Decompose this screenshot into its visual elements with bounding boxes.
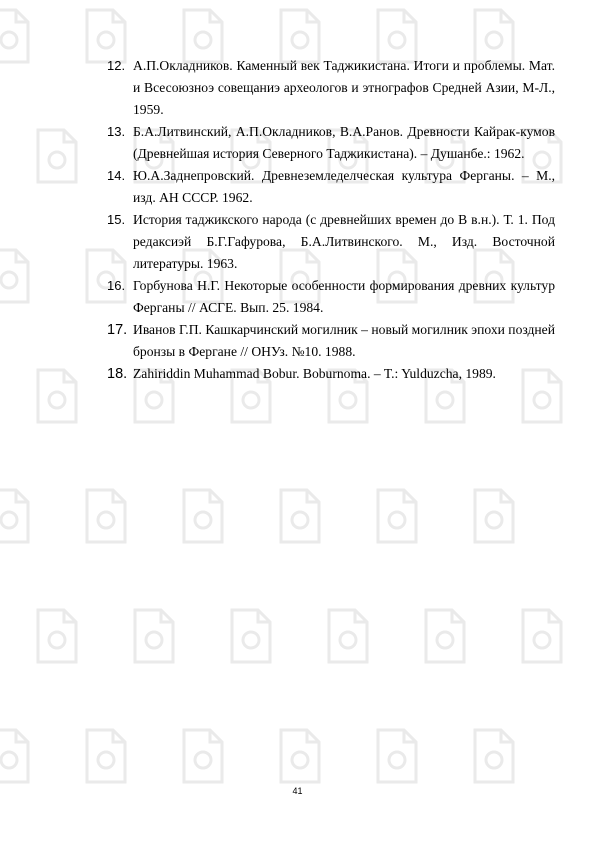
document-watermark-icon [87,490,125,542]
reference-item [107,121,555,165]
reference-text: Иванов Г.П. Кашкарчинский могилник – новый могилник эпохи поздней бронзы в Фергане // ОНУз. №10. 1988. [133,322,555,359]
reference-text: А.П.Окладников. Каменный век Таджикистана. Итоги и проблемы. Мат. и Всесоюзноэ совещаниэ археологов и этнографов Средней Азии, М-Л., 1959. [133,58,555,117]
reference-item [107,275,555,319]
reference-number: 14. [107,168,126,183]
document-watermark-icon [281,730,319,782]
document-watermark-icon [0,490,28,542]
document-watermark-icon [426,610,464,662]
document-watermark-icon [38,370,76,422]
document-watermark-icon [523,610,561,662]
document-watermark-icon [0,250,28,302]
reference-number: 17. [107,322,128,338]
reference-item [107,363,555,385]
document-watermark-icon [232,610,270,662]
reference-number: 18. [107,366,128,382]
document-watermark-icon [184,730,222,782]
document-watermark-icon [475,490,513,542]
reference-text: Б.А.Литвинский, А.П.Окладников, В.А.Ранов. Древности Кайрак-кумов (Древнейшая история Северного Таджикистана). – Душанбе.: 1962. [133,124,555,161]
document-watermark-icon [0,10,28,62]
document-watermark-icon [38,130,76,182]
document-watermark-icon [329,610,367,662]
document-watermark-icon [0,730,28,782]
reference-number: 13. [107,124,126,139]
reference-item [107,165,555,209]
document-watermark-icon [378,730,416,782]
document-watermark-icon [281,490,319,542]
reference-item [107,55,555,121]
page-number: 41 [292,786,303,796]
document-watermark-icon [475,730,513,782]
reference-text: Ю.А.Заднепровский. Древнеземледелческая культура Ферганы. – М., изд. АН СССР. 1962. [133,168,555,205]
reference-number: 12. [107,58,126,73]
reference-item [107,209,555,275]
reference-text: История таджикского народа (с древнейших времен до В в.н.). Т. 1. Под редаксиэй Б.Г.Гафурова, Б.А.Литвинского. М., Изд. Восточной литературы. 1963. [133,212,555,271]
document-watermark-icon [87,730,125,782]
document-watermark-icon [38,610,76,662]
document-watermark-icon [135,610,173,662]
document-watermark-icon [184,490,222,542]
reference-text: Горбунова Н.Г. Некоторые особенности формирования древних культур Ферганы // АСГЕ. Вып. 25. 1984. [133,278,555,315]
reference-item [107,319,555,363]
reference-number: 16. [107,278,126,293]
reference-text: Zahiriddin Muhammad Bobur. Boburnoma. – T.: Yulduzcha, 1989. [133,366,496,381]
reference-list [107,55,555,385]
document-watermark-icon [378,490,416,542]
reference-number: 15. [107,212,126,227]
